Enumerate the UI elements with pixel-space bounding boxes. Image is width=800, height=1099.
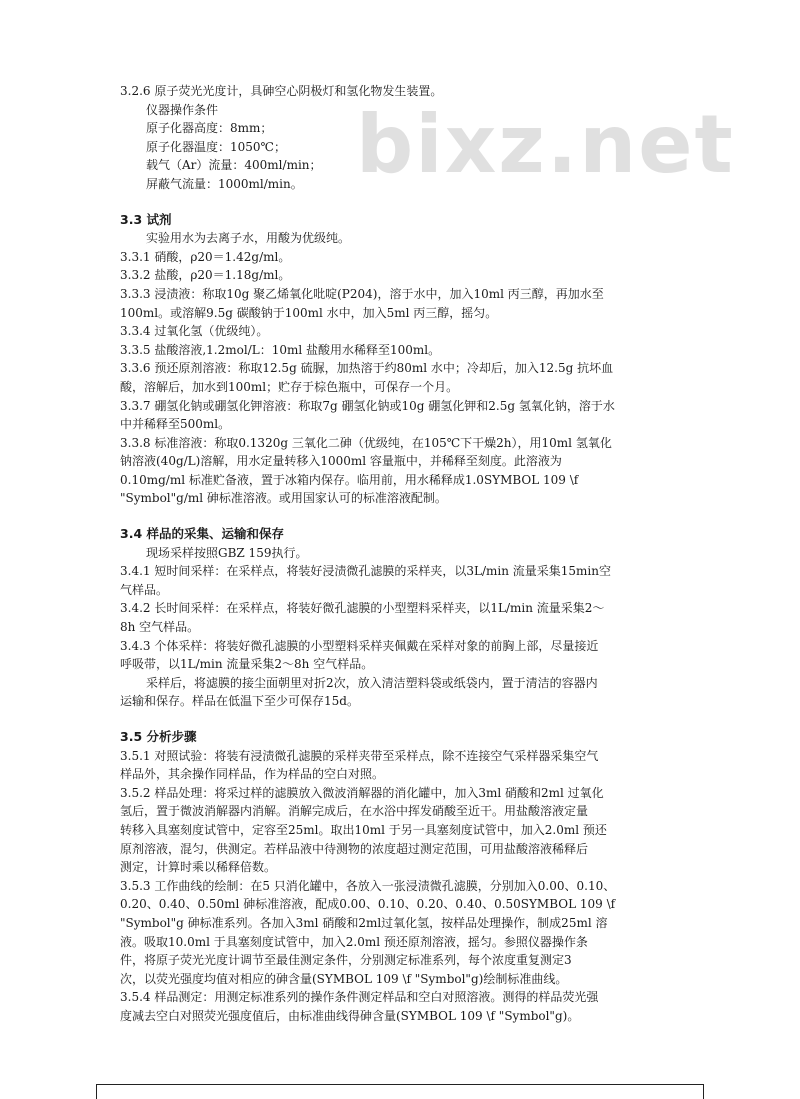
paragraph-line: "Symbol"g/ml 砷标准溶液。或用国家认可的标准溶液配制。: [120, 491, 447, 506]
paragraph-line: 样品外，其余操作同样品，作为样品的空白对照。: [120, 767, 385, 782]
paragraph-line: 3.5.1 对照试验：将装有浸渍微孔滤膜的采样夹带至采样点，除不连接空气采样器采集空气: [120, 748, 599, 763]
paragraph-line: 件，将原子荧光光度计调节至最佳测定条件，分别测定标准系列，每个浓度重复测定3: [120, 953, 572, 968]
paragraph-line: 3.4.2 长时间采样：在采样点，将装好微孔滤膜的小型塑料采样夹，以1L/min 流量采集2～: [120, 601, 605, 616]
paragraph-line: 气样品。: [120, 582, 169, 597]
paragraph-line: 原剂溶液，混匀，供测定。若样品液中待测物的浓度超过测定范围，可用盐酸溶液稀释后: [120, 841, 589, 856]
paragraph-line: 0.10mg/ml 标准贮备液，置于冰箱内保存。临用前，用水稀释成1.0SYMBOL 109 \f: [120, 472, 579, 487]
paragraph-line: 0.20、0.40、0.50ml 砷标准溶液，配成0.00、0.10、0.20、0.40、0.50SYMBOL 109 \f: [120, 897, 616, 912]
paragraph-line: 3.5.3 工作曲线的绘制：在5 只消化罐中，各放入一张浸渍微孔滤膜，分别加入0.00、0.10、: [120, 878, 616, 893]
section-3-5-heading: 3.5 分析步骤: [120, 729, 197, 744]
paragraph-line: 3.5.2 样品处理：将采过样的滤膜放入微波消解器的消化罐中，加入3ml 硝酸和2ml 过氧化: [120, 785, 604, 800]
paragraph-line: 3.3.6 预还原剂溶液：称取12.5g 硫脲，加热溶于约80ml 水中；冷却后，加入12.5g 抗坏血: [120, 361, 614, 376]
paragraph-line: 中并稀释至500ml。: [120, 417, 231, 432]
paragraph-line: 液。吸取10.0ml 于具塞刻度试管中，加入2.0ml 预还原剂溶液，摇匀。参照仪器操作条: [120, 934, 588, 949]
section-3-2-6-title: 3.2.6 原子荧光光度计，具砷空心阴极灯和氢化物发生装置。: [120, 84, 443, 98]
paragraph-line: 3.3.5 盐酸溶液,1.2mol/L：10ml 盐酸用水稀释至100ml。: [120, 342, 441, 357]
paragraph-line: 实验用水为去离子水，用酸为优级纯。: [146, 231, 351, 246]
paragraph-line: 3.3.3 浸渍液：称取10g 聚乙烯氧化吡啶(P204)，溶于水中，加入10ml 丙三醇，再加水至: [120, 286, 604, 301]
paragraph-line: 采样后，将滤膜的接尘面朝里对折2次，放入清洁塑料袋或纸袋内，置于清洁的容器内: [146, 675, 598, 690]
paragraph-line: 测定，计算时乘以稀释倍数。: [120, 860, 277, 875]
paragraph-line: 氢后，置于微波消解器内消解。消解完成后，在水浴中挥发硝酸至近干。用盐酸溶液定量: [120, 804, 589, 819]
paragraph-line: 3.3.7 硼氢化钠或硼氢化钾溶液：称取7g 硼氢化钠或10g 硼氢化钾和2.5g 氢氧化钠，溶于水: [120, 398, 615, 413]
paragraph-line: 100ml。或溶解9.5g 碳酸钠于100ml 水中，加入5ml 丙三醇，摇匀。: [120, 305, 498, 320]
document-body: [120, 82, 680, 1026]
paragraph-line: "Symbol"g 砷标准系列。各加入3ml 硝酸和2ml过氧化氢，按样品处理操作，制成25ml 溶: [120, 915, 608, 930]
watermark-text: bixz.net: [356, 98, 735, 191]
paragraph-line: 3.5.4 样品测定：用测定标准系列的操作条件测定样品和空白对照溶液。测得的样品荧光强: [120, 990, 599, 1005]
section-3-4-heading: 3.4 样品的采集、运输和保存: [120, 526, 284, 542]
paragraph-line: 3.4.3 个体采样：将装好微孔滤膜的小型塑料采样夹佩戴在采样对象的前胸上部，尽量接近: [120, 638, 599, 653]
paragraph-line: 度减去空白对照荧光强度值后，由标准曲线得砷含量(SYMBOL 109 \f "Symbol"g)。: [120, 1008, 580, 1023]
paragraph-line: 3.3.2 盐酸，ρ20＝1.18g/ml。: [120, 268, 291, 283]
paragraph-line: 运输和保存。样品在低温下至少可保存15d。: [120, 694, 359, 709]
paragraph-line: 8h 空气样品。: [120, 620, 200, 635]
footer-frame: [96, 1084, 704, 1099]
shield-gas-flow: 屏蔽气流量：1000ml/min。: [146, 176, 303, 191]
carrier-gas-flow: 载气（Ar）流量：400ml/min；: [146, 158, 322, 173]
paragraph-line: 酸，溶解后，加水到100ml；贮存于棕色瓶中，可保存一个月。: [120, 379, 459, 394]
instrument-conditions-label: 仪器操作条件: [146, 102, 219, 117]
paragraph-line: 3.4.1 短时间采样：在采样点，将装好浸渍微孔滤膜的采样夹，以3L/min 流量采集15min空: [120, 564, 611, 579]
paragraph-line: 3.3.1 硝酸，ρ20＝1.42g/ml。: [120, 249, 291, 264]
paragraph-line: 3.3.8 标准溶液：称取0.1320g 三氧化二砷（优级纯，在105℃下干燥2h），用10ml 氢氧化: [120, 435, 612, 450]
paragraph-line: 现场采样按照GBZ 159执行。: [146, 545, 308, 560]
paragraph-line: 钠溶液(40g/L)溶解，用水定量转移入1000ml 容量瓶中，并稀释至刻度。此溶液为: [120, 454, 562, 469]
paragraph-line: 次，以荧光强度均值对相应的砷含量(SYMBOL 109 \f "Symbol"g)绘制标准曲线。: [120, 971, 568, 986]
paragraph-line: 转移入具塞刻度试管中，定容至25ml。取出10ml 于另一具塞刻度试管中，加入2.0ml 预还: [120, 822, 607, 837]
paragraph-line: 3.3.4 过氧化氢（优级纯）。: [120, 324, 269, 339]
atomizer-temperature: 原子化器温度：1050℃；: [146, 139, 286, 154]
section-3-3-heading: 3.3 试剂: [120, 211, 172, 227]
atomizer-height: 原子化器高度：8mm；: [146, 121, 273, 136]
paragraph-line: 呼吸带，以1L/min 流量采集2～8h 空气样品。: [120, 657, 374, 672]
